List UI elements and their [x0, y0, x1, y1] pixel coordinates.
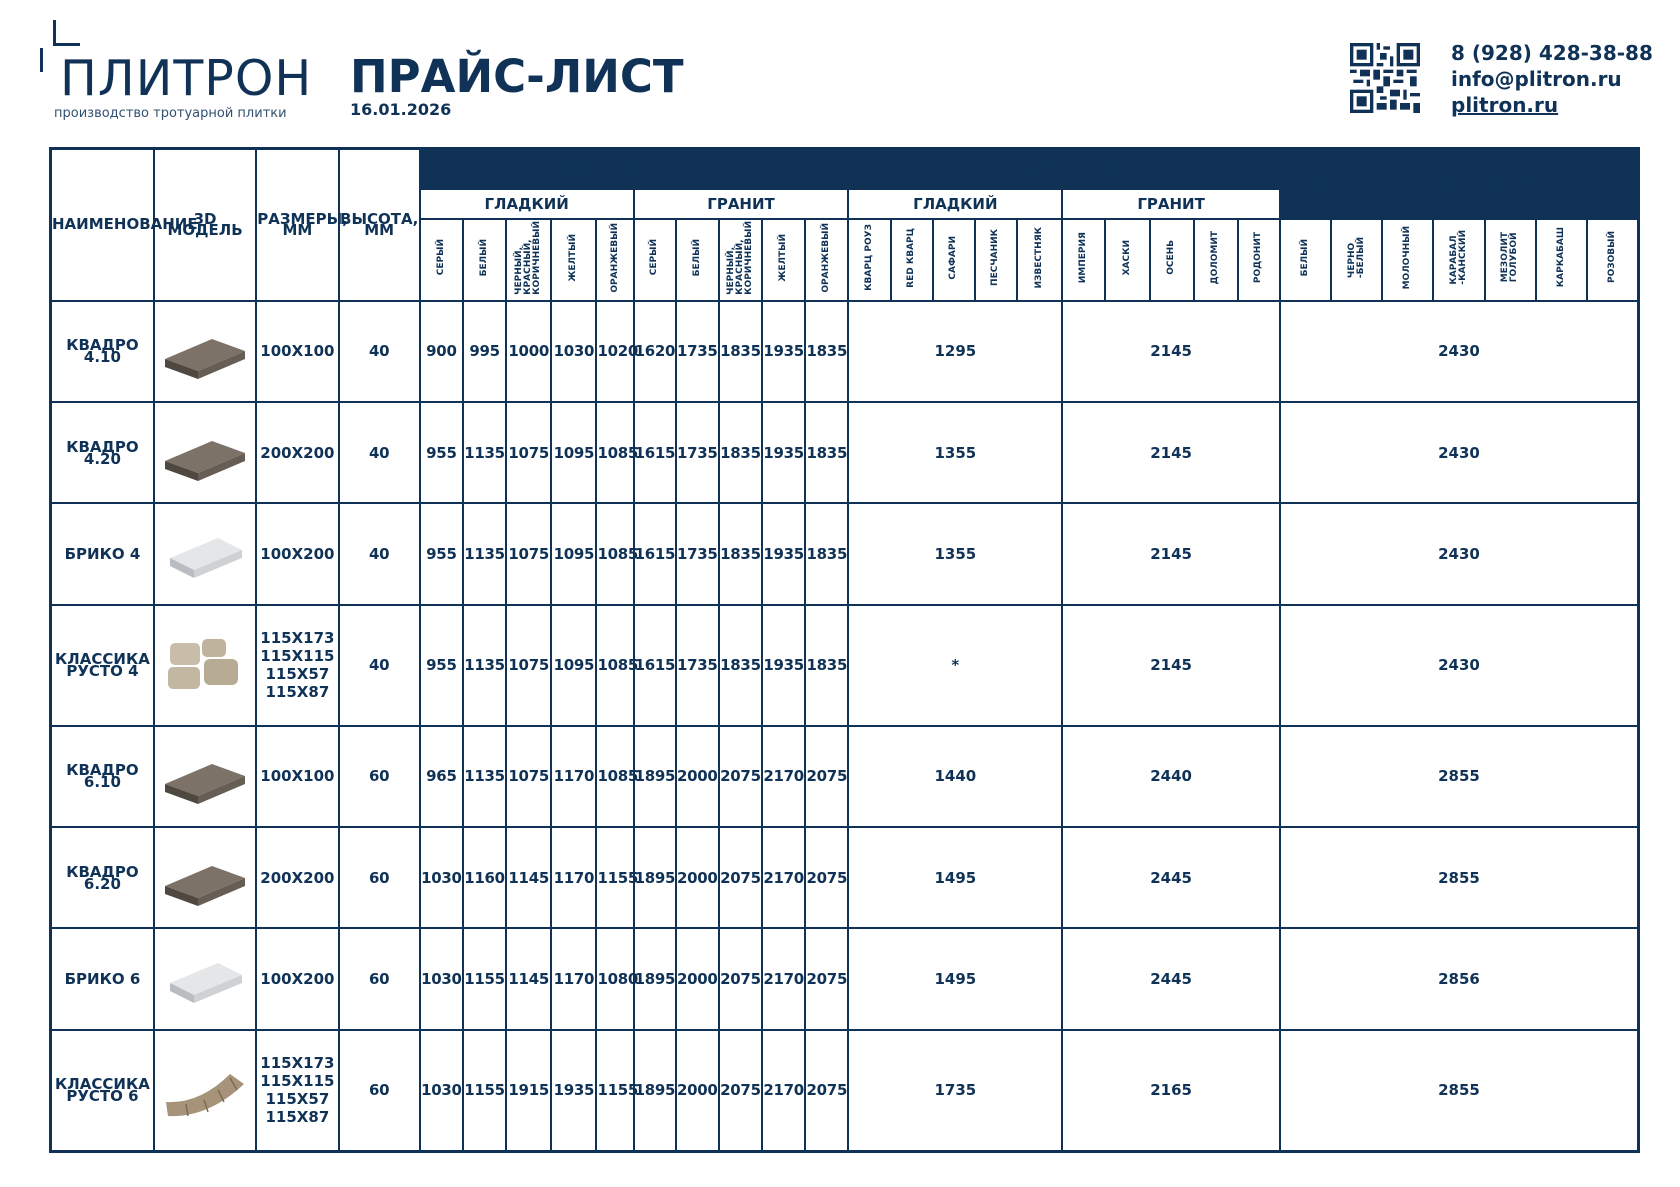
product-size: 100X100: [256, 726, 338, 827]
mono-price: 1895: [634, 726, 676, 827]
color-column-header: [634, 219, 676, 301]
mono-price: 2000: [676, 928, 719, 1029]
color-column-header: [1105, 219, 1149, 301]
product-name: КЛАССИКА РУСТО 6: [51, 1030, 154, 1152]
product-height: 60: [339, 928, 420, 1029]
mono-price: 1000: [506, 301, 551, 402]
colormix-granite-price: 2145: [1062, 503, 1280, 604]
color-column-label: ЧЕРНЫЙ, КРАСНЫЙ, КОРИЧНЕВЫЙ: [514, 220, 543, 295]
color-column-label: ЧЕРНО -БЕЛЫЙ: [1346, 236, 1366, 279]
mono-price: 955: [420, 402, 463, 503]
product-3d-model: [154, 1030, 256, 1152]
price-table: [49, 147, 1640, 1153]
mono-price: 1935: [762, 301, 805, 402]
color-column-label: ЖЕЛТЫЙ: [568, 233, 579, 282]
price-rows: [51, 301, 1639, 1152]
color-column-label: ХАСКИ: [1121, 239, 1132, 276]
brand-logo: [40, 20, 313, 130]
mono-price: 1160: [463, 827, 506, 928]
mono-price: 1835: [719, 301, 762, 402]
color-column-header: [1150, 219, 1194, 301]
mono-price: 1030: [551, 301, 596, 402]
mono-price: 1895: [634, 1030, 676, 1152]
mono-price: 1075: [506, 402, 551, 503]
color-column-label: САФАРИ: [948, 235, 959, 280]
mono-price: 1095: [551, 503, 596, 604]
color-column-header: [551, 219, 596, 301]
mono-price: 1085: [596, 726, 633, 827]
colormix-granite-price: 2145: [1062, 301, 1280, 402]
mono-price: 1895: [634, 928, 676, 1029]
color-column-label: КАРАБАЛ -КАНСКИЙ: [1449, 230, 1469, 285]
color-column-header: [506, 219, 551, 301]
table-row: [51, 928, 1639, 1029]
mono-price: 2170: [762, 726, 805, 827]
col-header-height: ВЫСОТА, ММ: [339, 149, 420, 301]
product-height: 40: [339, 402, 420, 503]
mono-price: 1935: [551, 1030, 596, 1152]
color-column-header: [1587, 219, 1639, 301]
product-name: КВАДРО 4.10: [51, 301, 154, 402]
color-column-header: [1331, 219, 1382, 301]
mono-price: 1835: [719, 402, 762, 503]
mono-price: 2075: [805, 726, 848, 827]
contacts: [1451, 40, 1653, 118]
subgroup-mono-smooth: ГЛАДКИЙ: [420, 189, 634, 219]
color-column-label: БЕЛЫЙ: [479, 238, 490, 277]
tile-3d-model-icon: [160, 848, 250, 908]
mono-price: 2075: [805, 1030, 848, 1152]
mono-price: 1170: [551, 827, 596, 928]
mono-price: 2075: [805, 827, 848, 928]
color-column-header: [762, 219, 805, 301]
product-3d-model: [154, 301, 256, 402]
colormix-smooth-price: *: [848, 605, 1062, 726]
product-name: КВАДРО 6.10: [51, 726, 154, 827]
product-size: 100X200: [256, 928, 338, 1029]
mono-price: 1135: [463, 605, 506, 726]
product-height: 40: [339, 605, 420, 726]
granmix-price: 2430: [1280, 402, 1639, 503]
mono-price: 1935: [762, 605, 805, 726]
mono-price: 995: [463, 301, 506, 402]
table-row: [51, 726, 1639, 827]
color-column-header: [1017, 219, 1062, 301]
mono-price: 1895: [634, 827, 676, 928]
table-row: [51, 605, 1639, 726]
email-link[interactable]: info@plitron.ru: [1451, 67, 1622, 91]
tile-3d-model-icon: [160, 524, 250, 584]
colormix-granite-price: 2165: [1062, 1030, 1280, 1152]
mono-price: 2170: [762, 827, 805, 928]
color-column-label: РОДОНИТ: [1253, 231, 1264, 284]
site-link[interactable]: plitron.ru: [1451, 93, 1559, 117]
mono-price: 1030: [420, 928, 463, 1029]
color-column-header: [891, 219, 933, 301]
brand-name: ПЛИТРОН: [60, 50, 313, 107]
product-3d-model: [154, 605, 256, 726]
color-column-header: [1238, 219, 1280, 301]
product-size: 100X100: [256, 301, 338, 402]
group-header-granmix: КОЛЛЕКЦИЯ «GRANMIX»: [1280, 149, 1639, 219]
mono-price: 1835: [805, 402, 848, 503]
color-column-header: [975, 219, 1017, 301]
mono-price: 1155: [596, 827, 633, 928]
mono-price: 1835: [805, 605, 848, 726]
colormix-granite-price: 2445: [1062, 827, 1280, 928]
color-column-label: МЕЗОЛИТ ГОЛУБОЙ: [1500, 232, 1520, 283]
color-column-label: ОРАНЖЕВЫЙ: [609, 222, 620, 293]
color-column-header: [1194, 219, 1238, 301]
mono-price: 2000: [676, 726, 719, 827]
color-column-header: [719, 219, 762, 301]
color-column-label: БЕЛЫЙ: [691, 238, 702, 277]
product-3d-model: [154, 503, 256, 604]
product-size: 200X200: [256, 402, 338, 503]
product-3d-model: [154, 928, 256, 1029]
product-3d-model: [154, 827, 256, 928]
mono-price: 1085: [596, 503, 633, 604]
color-column-header: [1280, 219, 1331, 301]
color-column-label: ДОЛОМИТ: [1210, 230, 1221, 285]
color-column-header: [1536, 219, 1587, 301]
mono-price: 955: [420, 605, 463, 726]
tile-3d-model-icon: [160, 321, 250, 381]
mono-price: 2075: [805, 928, 848, 1029]
table-row: [51, 301, 1639, 402]
colormix-granite-price: 2440: [1062, 726, 1280, 827]
color-column-label: КВАРЦ РОУЗ: [864, 224, 875, 291]
color-column-label: RED КВАРЦ: [906, 227, 917, 288]
mono-price: 1135: [463, 726, 506, 827]
color-column-header: [805, 219, 848, 301]
mono-price: 1030: [420, 827, 463, 928]
tile-3d-model-icon: [160, 1060, 250, 1120]
product-size: 200X200: [256, 827, 338, 928]
product-height: 40: [339, 301, 420, 402]
colormix-smooth-price: 1295: [848, 301, 1062, 402]
col-header-size: РАЗМЕРЫ, ММ: [256, 149, 338, 301]
color-column-label: МОЛОЧНЫЙ: [1402, 225, 1413, 290]
color-column-label: ИЗВЕСТНЯК: [1034, 226, 1045, 289]
product-size: 115X173 115X115 115X57 115X87: [256, 605, 338, 726]
color-column-label: ЖЕЛТЫЙ: [778, 233, 789, 282]
mono-price: 1155: [463, 928, 506, 1029]
col-header-model: 3D МОДЕЛЬ: [154, 149, 256, 301]
colormix-granite-price: 2445: [1062, 928, 1280, 1029]
mono-price: 965: [420, 726, 463, 827]
phone-link[interactable]: 8 (928) 428-38-88: [1451, 41, 1653, 65]
mono-price: 1020: [596, 301, 633, 402]
product-name: КЛАССИКА РУСТО 4: [51, 605, 154, 726]
tile-3d-model-icon: [160, 635, 250, 695]
color-column-label: ПЕСЧАНИК: [990, 229, 1001, 286]
colormix-granite-price: 2145: [1062, 402, 1280, 503]
mono-price: 1835: [805, 503, 848, 604]
colormix-smooth-price: 1495: [848, 827, 1062, 928]
mono-price: 1075: [506, 726, 551, 827]
granmix-price: 2855: [1280, 827, 1639, 928]
color-column-header: [676, 219, 719, 301]
color-column-label: ЧЕРНЫЙ, КРАСНЫЙ, КОРИЧНЕВЫЙ: [725, 220, 754, 295]
granmix-price: 2430: [1280, 301, 1639, 402]
brand-tagline: производство тротуарной плитки: [54, 106, 287, 121]
tile-3d-model-icon: [160, 746, 250, 806]
mono-price: 2170: [762, 928, 805, 1029]
product-name: БРИКО 6: [51, 928, 154, 1029]
tile-3d-model-icon: [160, 423, 250, 483]
color-column-label: ОРАНЖЕВЫЙ: [821, 222, 832, 293]
colormix-granite-price: 2145: [1062, 605, 1280, 726]
color-column-label: ИМПЕРИЯ: [1078, 231, 1089, 284]
product-height: 40: [339, 503, 420, 604]
mono-price: 1735: [676, 301, 719, 402]
colormix-smooth-price: 1735: [848, 1030, 1062, 1152]
mono-price: 1735: [676, 605, 719, 726]
color-column-header: [1485, 219, 1536, 301]
colormix-smooth-price: 1440: [848, 726, 1062, 827]
colormix-smooth-price: 1495: [848, 928, 1062, 1029]
subgroup-color-granite: ГРАНИТ: [1062, 189, 1280, 219]
mono-price: 1155: [463, 1030, 506, 1152]
mono-price: 1915: [506, 1030, 551, 1152]
table-row: [51, 1030, 1639, 1152]
mono-price: 900: [420, 301, 463, 402]
product-name: БРИКО 4: [51, 503, 154, 604]
colormix-smooth-price: 1355: [848, 503, 1062, 604]
group-header-colormix: КОЛОРМИКС: [848, 149, 1280, 189]
color-column-label: СЕРЫЙ: [649, 239, 660, 276]
mono-price: 1135: [463, 503, 506, 604]
product-name: КВАДРО 4.20: [51, 402, 154, 503]
color-column-header: [1382, 219, 1433, 301]
mono-price: 1145: [506, 827, 551, 928]
mono-price: 1095: [551, 605, 596, 726]
mono-price: 1135: [463, 402, 506, 503]
product-name: КВАДРО 6.20: [51, 827, 154, 928]
col-header-name: НАИМЕНОВАНИЕ: [51, 149, 154, 301]
mono-price: 1615: [634, 402, 676, 503]
doc-date: 16.01.2026: [350, 100, 452, 119]
product-3d-model: [154, 402, 256, 503]
qr-code-icon: [1350, 43, 1420, 113]
granmix-price: 2855: [1280, 726, 1639, 827]
mono-price: 2075: [719, 928, 762, 1029]
color-column-header: [463, 219, 506, 301]
mono-price: 1615: [634, 605, 676, 726]
product-size: 100X200: [256, 503, 338, 604]
color-column-header: [1433, 219, 1484, 301]
color-column-header: [848, 219, 890, 301]
mono-price: 1735: [676, 503, 719, 604]
mono-price: 2075: [719, 827, 762, 928]
granmix-price: 2430: [1280, 605, 1639, 726]
table-row: [51, 827, 1639, 928]
color-column-label: БЕЛЫЙ: [1300, 238, 1311, 277]
mono-price: 2000: [676, 1030, 719, 1152]
mono-price: 1085: [596, 605, 633, 726]
mono-price: 1080: [596, 928, 633, 1029]
color-column-label: КАРКАБАШ: [1555, 227, 1566, 288]
mono-price: 1075: [506, 503, 551, 604]
table-row: [51, 503, 1639, 604]
granmix-price: 2856: [1280, 928, 1639, 1029]
tile-3d-model-icon: [160, 949, 250, 1009]
mono-price: 1075: [506, 605, 551, 726]
color-column-header: [933, 219, 975, 301]
group-header-mono: МОНОЦВЕТА: [420, 149, 849, 189]
product-height: 60: [339, 1030, 420, 1152]
mono-price: 1155: [596, 1030, 633, 1152]
mono-price: 1935: [762, 503, 805, 604]
page-title: ПРАЙС-ЛИСТ: [350, 50, 684, 103]
mono-price: 1170: [551, 726, 596, 827]
mono-price: 1620: [634, 301, 676, 402]
subgroup-color-smooth: ГЛАДКИЙ: [848, 189, 1062, 219]
mono-price: 1935: [762, 402, 805, 503]
product-3d-model: [154, 726, 256, 827]
mono-price: 2170: [762, 1030, 805, 1152]
mono-price: 1735: [676, 402, 719, 503]
mono-price: 1145: [506, 928, 551, 1029]
mono-price: 2000: [676, 827, 719, 928]
table-row: [51, 402, 1639, 503]
mono-price: 2075: [719, 726, 762, 827]
color-column-label: СЕРЫЙ: [435, 239, 446, 276]
product-size: 115X173 115X115 115X57 115X87: [256, 1030, 338, 1152]
mono-price: 1170: [551, 928, 596, 1029]
color-column-header: [420, 219, 463, 301]
color-column-label: ОСЕНЬ: [1166, 240, 1177, 275]
mono-price: 1835: [805, 301, 848, 402]
mono-price: 955: [420, 503, 463, 604]
color-column-header: [1062, 219, 1105, 301]
mono-price: 1835: [719, 605, 762, 726]
mono-price: 1085: [596, 402, 633, 503]
granmix-price: 2430: [1280, 503, 1639, 604]
product-height: 60: [339, 726, 420, 827]
color-column-label: РОЗОВЫЙ: [1607, 231, 1617, 284]
mono-price: 1030: [420, 1030, 463, 1152]
color-column-header: [596, 219, 633, 301]
colormix-smooth-price: 1355: [848, 402, 1062, 503]
mono-price: 1835: [719, 503, 762, 604]
product-height: 60: [339, 827, 420, 928]
mono-price: 2075: [719, 1030, 762, 1152]
granmix-price: 2855: [1280, 1030, 1639, 1152]
mono-price: 1615: [634, 503, 676, 604]
mono-price: 1095: [551, 402, 596, 503]
subgroup-mono-granite: ГРАНИТ: [634, 189, 849, 219]
